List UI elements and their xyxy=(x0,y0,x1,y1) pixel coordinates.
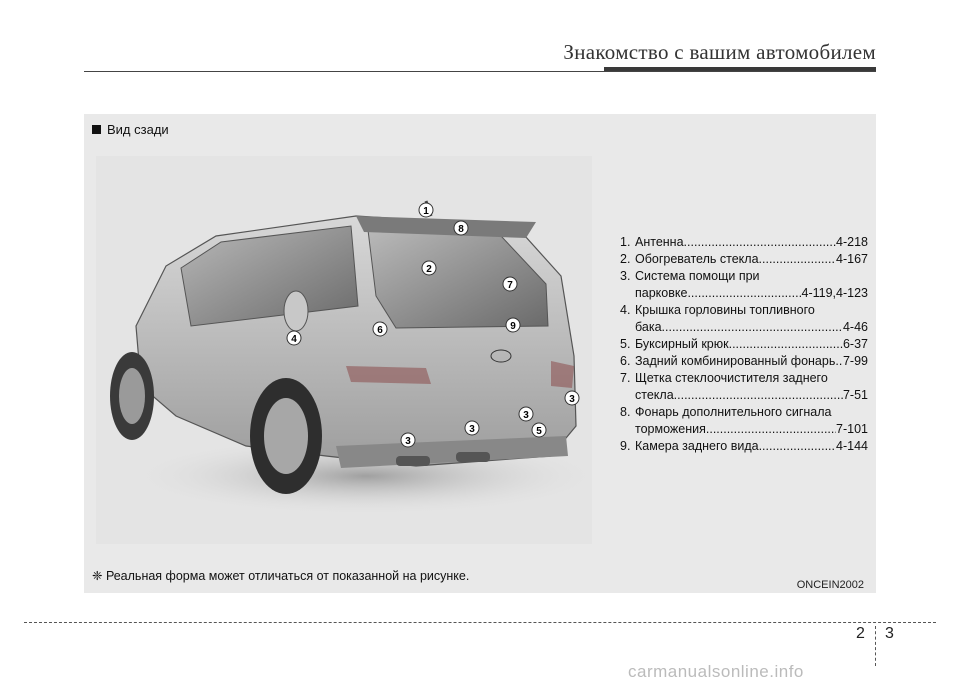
legend-item xyxy=(620,302,868,336)
legend-item xyxy=(620,370,868,404)
legend-page-ref[interactable]: 6-37 xyxy=(842,337,868,351)
legend-number: 6. xyxy=(620,354,631,368)
legend-item xyxy=(620,268,868,302)
callout-2-label: 2 xyxy=(426,264,432,275)
callout-9 xyxy=(506,318,520,332)
legend-label: Антенна xyxy=(635,235,684,249)
legend-page-ref[interactable]: 4-218 xyxy=(836,235,868,249)
legend-label-cont: бака xyxy=(635,320,662,334)
legend-item xyxy=(620,234,868,251)
legend-label: Задний комбинированный фонарь xyxy=(635,354,836,368)
rear-view-panel xyxy=(84,114,876,593)
legend-page-ref[interactable]: 4-119,4-123 xyxy=(801,286,868,300)
dot-leader xyxy=(684,234,836,251)
parts-legend xyxy=(620,234,868,455)
callout-4-label: 4 xyxy=(291,334,297,345)
callout-6 xyxy=(373,322,387,336)
legend-page-ref[interactable]: 7-99 xyxy=(842,354,868,368)
legend-label: Система помощи при xyxy=(635,269,760,283)
section-title: Вид сзади xyxy=(107,122,169,137)
legend-item xyxy=(620,353,868,370)
section-heading xyxy=(92,122,169,137)
callout-3c-label: 3 xyxy=(523,410,529,421)
legend-label-cont: торможения xyxy=(635,422,706,436)
legend-page-ref[interactable]: 4-167 xyxy=(836,252,868,266)
legend-number: 1. xyxy=(620,235,631,249)
legend-number: 4. xyxy=(620,303,631,317)
legend-page-ref[interactable]: 7-51 xyxy=(842,388,868,402)
callout-3b-label: 3 xyxy=(469,424,475,435)
callout-1-label: 1 xyxy=(423,206,429,217)
legend-label: Щетка стеклоочистителя заднего xyxy=(635,371,828,385)
legend-page-ref[interactable]: 4-46 xyxy=(842,320,868,334)
callout-9-label: 9 xyxy=(510,321,516,332)
callout-5 xyxy=(532,423,546,437)
legend-label: Крышка горловины топливного xyxy=(635,303,815,317)
footer-dashed-rule xyxy=(24,622,936,623)
legend-item xyxy=(620,336,868,353)
legend-label: Буксирный крюк xyxy=(635,337,729,351)
legend-item xyxy=(620,438,868,455)
dot-leader xyxy=(835,353,843,370)
car-rear-illustration xyxy=(96,156,592,544)
dot-leader xyxy=(706,421,836,438)
legend-label-cont: стекла xyxy=(635,388,674,402)
square-bullet-icon xyxy=(92,125,101,134)
callout-1 xyxy=(419,203,433,217)
page-number-chapter: 2 xyxy=(856,625,865,642)
legend-number: 2. xyxy=(620,252,631,266)
dot-leader xyxy=(759,251,836,268)
legend-label: Обогреватель стекла xyxy=(635,252,759,266)
site-watermark: carmanualsonline.info xyxy=(628,662,804,681)
disclaimer-note: ❈ Реальная форма может отличаться от показанной на рисунке. xyxy=(92,569,470,583)
legend-number: 3. xyxy=(620,269,631,283)
callout-7 xyxy=(503,277,517,291)
legend-number: 8. xyxy=(620,405,631,419)
callout-3a-label: 3 xyxy=(405,436,411,447)
callout-7-label: 7 xyxy=(507,280,513,291)
dot-leader xyxy=(759,438,836,455)
callout-8-label: 8 xyxy=(458,224,464,235)
legend-page-ref[interactable]: 7-101 xyxy=(836,422,868,436)
legend-number: 7. xyxy=(620,371,631,385)
callout-3d xyxy=(565,391,579,405)
callout-2 xyxy=(422,261,436,275)
page-number: 3 xyxy=(885,625,894,642)
dot-leader xyxy=(729,336,843,353)
legend-number: 5. xyxy=(620,337,631,351)
page-number-divider xyxy=(875,626,876,666)
legend-item xyxy=(620,251,868,268)
legend-label: Камера заднего вида xyxy=(635,439,759,453)
legend-page-ref[interactable]: 4-144 xyxy=(836,439,868,453)
callout-3c xyxy=(519,407,533,421)
callout-5-label: 5 xyxy=(536,426,542,437)
legend-number: 9. xyxy=(620,439,631,453)
callout-4 xyxy=(287,331,301,345)
dot-leader xyxy=(687,285,801,302)
callout-8 xyxy=(454,221,468,235)
callout-layer xyxy=(96,156,592,544)
callout-3a xyxy=(401,433,415,447)
legend-label: Фонарь дополнительного сигнала xyxy=(635,405,832,419)
callout-3d-label: 3 xyxy=(569,394,575,405)
callout-6-label: 6 xyxy=(377,325,383,336)
legend-label-cont: парковке xyxy=(635,286,688,300)
dot-leader xyxy=(674,387,843,404)
image-code: ONCEIN2002 xyxy=(796,579,864,591)
legend-item xyxy=(620,404,868,438)
dot-leader xyxy=(662,319,843,336)
header-rule xyxy=(84,71,876,72)
chapter-title: Знакомство с вашим автомобилем xyxy=(563,40,876,64)
callout-3b xyxy=(465,421,479,435)
